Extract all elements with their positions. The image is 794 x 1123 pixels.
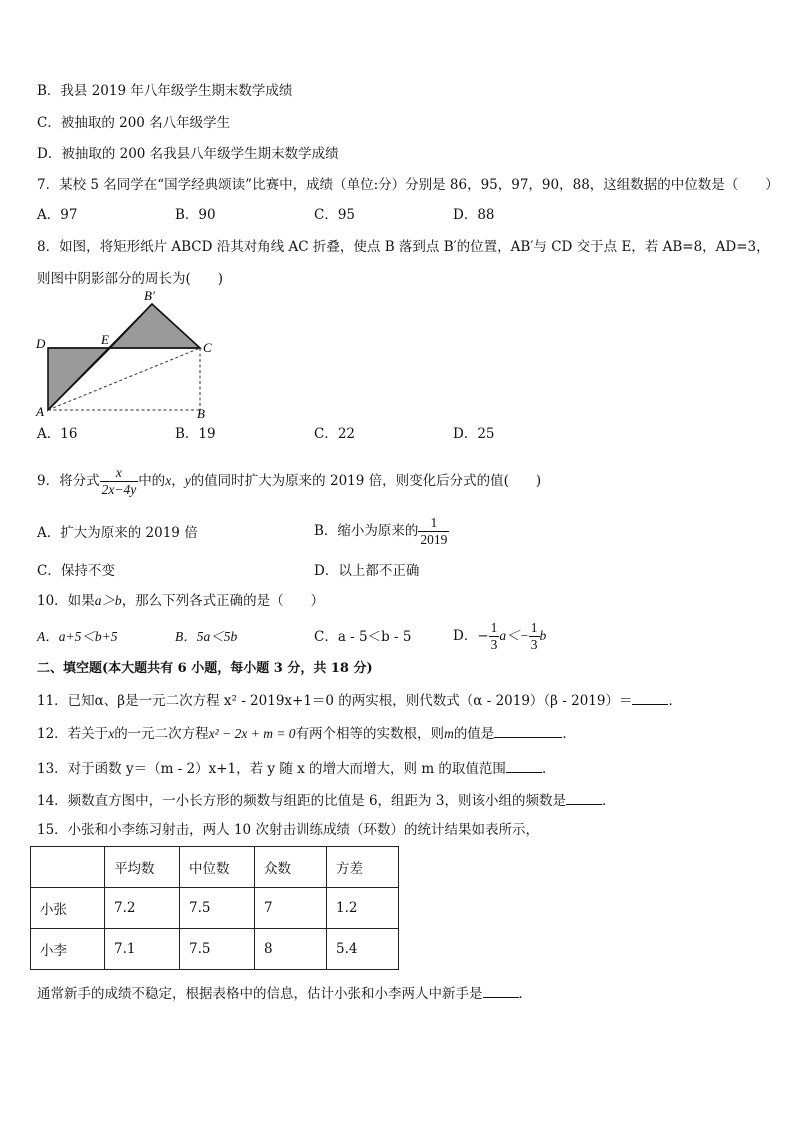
shaded-triangle-eb1c: [110, 304, 200, 348]
q9-frac-num: x: [100, 465, 139, 482]
label-a: A: [36, 404, 44, 419]
q9-stem: [37, 464, 541, 498]
q11-stem: 11．已知α、β是一元二次方程 x² - 2019x+1＝0 的两实根，则代数式（α - 2019）（β - 2019）＝: [37, 693, 633, 709]
q9-var-x: x: [165, 473, 172, 488]
q7-text: 7．某校 5 名同学在“国学经典颂读”比赛中，成绩（单位:分）分别是 86，95，97，90，88，这组数据的中位数是（ ）: [37, 177, 779, 193]
table-header-cell: 方差: [327, 847, 399, 888]
q12-var-x: x: [108, 726, 115, 741]
label-b: B: [197, 406, 205, 421]
q9-comma: ，: [171, 473, 185, 489]
q7-option-d: D．88: [453, 207, 495, 223]
table-cell: 7.2: [105, 888, 180, 929]
q13-stem: 13．对于函数 y＝（m - 2）x+1，若 y 随 x 的增大而增大，则 m 的取值范围: [37, 761, 506, 777]
q13-answer-blank: [506, 758, 542, 773]
table-header-row: [31, 847, 399, 888]
q9-frac-den: 2x−4y: [101, 482, 137, 497]
q15-text: 15．小张和小李练习射击，两人 10 次射击训练成绩（环数）的统计结果如表所示，: [37, 822, 539, 838]
q10-d-den1: 3: [490, 637, 498, 652]
q12-period: ．: [562, 726, 576, 742]
q12-answer-blank: [494, 723, 562, 738]
q8-option-b: B．19: [175, 426, 216, 442]
q15-after-stem: 通常新手的成绩不稳定，根据表格中的信息，估计小张和小李两人中新手是: [37, 986, 483, 1002]
q9-middle: 中的: [138, 473, 166, 489]
q10-d-num2: 1: [530, 620, 538, 635]
q10-option-c: C．a - 5＜b - 5: [314, 629, 412, 645]
q10-d-end: b: [539, 628, 547, 643]
q9-prefix: 9．将分式: [37, 473, 100, 489]
q9-fraction: [100, 465, 139, 498]
table-cell: 7.5: [180, 929, 255, 970]
table-cell: 1.2: [327, 888, 399, 929]
q13-text: [37, 758, 555, 778]
q7-option-b: B．90: [175, 207, 216, 223]
q10-option-a: A．a+5＜b+5: [37, 629, 118, 644]
q6-option-d: D．被抽取的 200 名我县八年级学生期末数学成绩: [37, 146, 339, 162]
table-cell: 7.5: [180, 888, 255, 929]
q8-line1: 8．如图，将矩形纸片 ABCD 沿其对角线 AC 折叠，使点 B 落到点 B′的位置，AB′与 CD 交于点 E，若 AB=8，AD=3，: [37, 239, 770, 255]
section-2-heading: 二、填空题(本大题共有 6 小题，每小题 3 分，共 18 分): [37, 661, 373, 676]
q12-suffix: 的值是: [453, 726, 495, 742]
q11-text: [37, 690, 682, 710]
q10-d-mid: a＜−: [499, 628, 529, 643]
q10-option-b: B．5a＜5b: [175, 629, 238, 644]
q10-condition: a＞b: [94, 593, 122, 608]
table-cell: 7.1: [105, 929, 180, 970]
q10-prefix: 10．如果: [37, 593, 95, 609]
q9-option-b-prefix: B．缩小为原来的: [314, 523, 419, 539]
table-header-cell: 众数: [255, 847, 327, 888]
q13-period: ．: [541, 761, 556, 777]
q9-option-b-num: 1: [418, 515, 449, 532]
table-header-cell: 平均数: [105, 847, 180, 888]
q11-period: ．: [668, 693, 682, 709]
q11-answer-blank: [632, 690, 668, 705]
q9-option-b-fraction: [418, 515, 449, 548]
q6-option-b: B．我县 2019 年八年级学生期末数学成绩: [37, 83, 293, 99]
q8-option-d: D．25: [453, 426, 495, 442]
q14-stem: 14．频数直方图中，一小长方形的频数与组距的比值是 6，组距为 3，则该小组的频数是: [37, 793, 566, 809]
q14-text: [37, 790, 615, 810]
label-e: E: [101, 332, 109, 347]
q10-d-fraction-2: [529, 620, 540, 653]
q12-var-m: m: [444, 726, 454, 741]
table-header-cell: [31, 847, 105, 888]
q8-line2: 则图中阴影部分的周长为( ): [37, 271, 224, 287]
label-b-prime: B′: [144, 288, 155, 303]
table-cell: 5.4: [327, 929, 399, 970]
table-cell: 8: [255, 929, 327, 970]
q9-var-y: y: [184, 473, 191, 488]
q10-option-d: [453, 619, 546, 653]
q7-option-a: A．97: [37, 207, 78, 223]
q9-suffix: 的值同时扩大为原来的 2019 倍，则变化后分式的值( ): [190, 473, 542, 489]
q14-period: ．: [601, 793, 616, 809]
q12-prefix: 12．若关于: [37, 726, 109, 742]
q9-option-d: D．以上都不正确: [314, 563, 420, 579]
q12-mid2: 有两个相等的实数根，则: [295, 726, 445, 742]
q8-option-a: A．16: [37, 426, 78, 442]
q8-figure: [30, 288, 230, 424]
table-cell: 小张: [31, 888, 105, 929]
q7-option-c: C．95: [314, 207, 356, 223]
q9-option-c: C．保持不变: [37, 563, 115, 579]
q15-period: ．: [518, 986, 532, 1002]
table-cell: 7: [255, 888, 327, 929]
label-d: D: [36, 336, 46, 351]
q15-answer-blank: [483, 983, 519, 998]
table-header-cell: 中位数: [180, 847, 255, 888]
q9-option-b-den: 2019: [420, 532, 448, 547]
label-c: C: [203, 340, 212, 355]
q10-d-den2: 3: [530, 637, 538, 652]
table-row: [31, 929, 399, 970]
q10-d-fraction-1: [489, 620, 500, 653]
q9-option-b: [314, 514, 449, 548]
table-cell: 小李: [31, 929, 105, 970]
q9-option-a: A．扩大为原来的 2019 倍: [37, 525, 198, 541]
q12-text: [37, 723, 576, 743]
q12-equation: x² − 2x + m = 0: [208, 726, 296, 741]
q15-after-text: [37, 983, 532, 1003]
q14-answer-blank: [566, 790, 602, 805]
q12-mid: 的一元二次方程: [114, 726, 209, 742]
table-row: [31, 888, 399, 929]
q10-d-prefix: D．−: [453, 628, 489, 644]
q15-stats-table: [30, 846, 399, 970]
q10-suffix: ，那么下列各式正确的是（ ）: [121, 593, 325, 609]
q10-stem: [37, 592, 324, 610]
q10-d-num1: 1: [490, 620, 498, 635]
q8-option-c: C．22: [314, 426, 356, 442]
q6-option-c: C．被抽取的 200 名八年级学生: [37, 115, 231, 131]
